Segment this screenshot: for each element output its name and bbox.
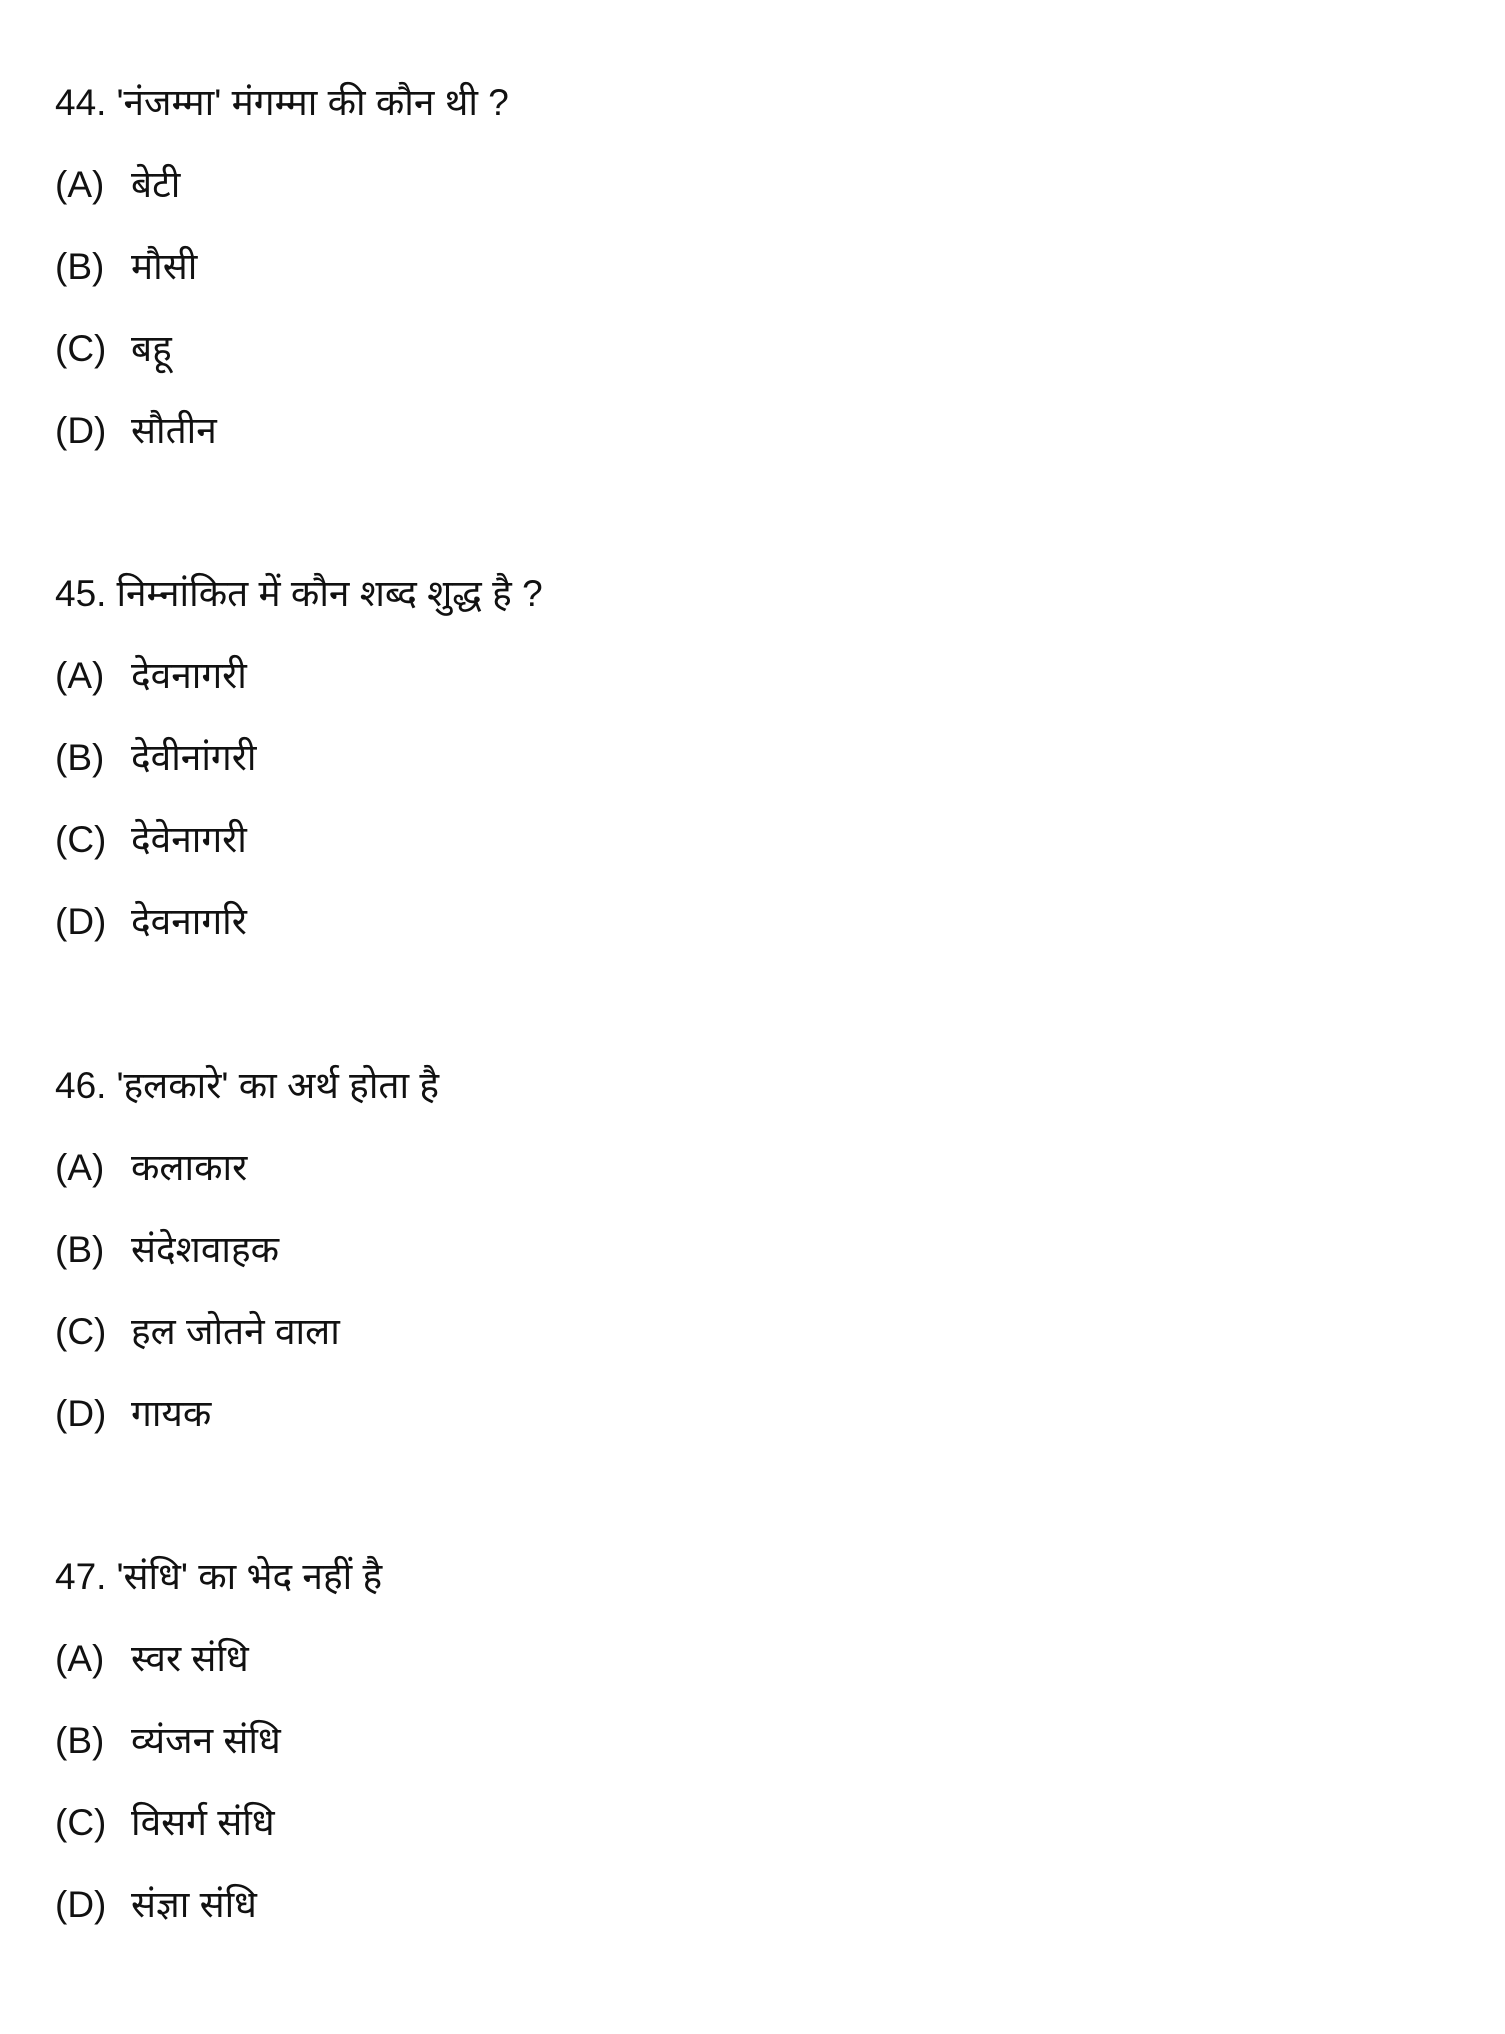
- option-label: (B): [55, 246, 105, 287]
- option-label: (B): [55, 1720, 105, 1761]
- option-text: सौतीन: [131, 410, 217, 451]
- question-text-line: [55, 553, 543, 635]
- option-text: देवीनांगरी: [131, 737, 257, 778]
- question-text: निम्नांकित में कौन शब्द शुद्ध है ?: [116, 573, 543, 614]
- option-b: [55, 1700, 382, 1782]
- question-44: [55, 62, 509, 472]
- option-label: (A): [55, 1147, 105, 1188]
- option-text: विसर्ग संधि: [131, 1802, 275, 1843]
- option-c: [55, 799, 543, 881]
- question-number: 44.: [55, 82, 107, 123]
- option-d: [55, 881, 543, 963]
- option-text: मौसी: [131, 246, 198, 287]
- option-text: देवनागरी: [131, 655, 247, 696]
- question-45: [55, 553, 543, 963]
- option-label: (C): [55, 328, 107, 369]
- option-text: देवेनागरी: [131, 819, 247, 860]
- option-a: [55, 144, 509, 226]
- option-text: व्यंजन संधि: [131, 1720, 281, 1761]
- question-text-line: [55, 62, 509, 144]
- question-text-line: [55, 1045, 439, 1127]
- question-number: 47.: [55, 1556, 107, 1597]
- option-c: [55, 1291, 439, 1373]
- option-text: बहू: [131, 328, 172, 369]
- question-46: [55, 1045, 439, 1455]
- option-label: (D): [55, 410, 107, 451]
- question-text-line: [55, 1536, 382, 1618]
- option-b: [55, 717, 543, 799]
- question-number: 46.: [55, 1065, 107, 1106]
- option-label: (A): [55, 164, 105, 205]
- option-d: [55, 390, 509, 472]
- option-label: (C): [55, 819, 107, 860]
- option-b: [55, 226, 509, 308]
- option-a: [55, 1618, 382, 1700]
- option-a: [55, 1127, 439, 1209]
- question-text: 'नंजम्मा' मंगम्मा की कौन थी ?: [116, 82, 509, 123]
- option-label: (D): [55, 1884, 107, 1925]
- option-d: [55, 1373, 439, 1455]
- option-text: गायक: [131, 1393, 212, 1434]
- option-d: [55, 1864, 382, 1946]
- option-c: [55, 1782, 382, 1864]
- option-text: देवनागरि: [131, 901, 247, 942]
- option-label: (B): [55, 1229, 105, 1270]
- option-text: बेटी: [131, 164, 181, 205]
- option-label: (C): [55, 1311, 107, 1352]
- option-c: [55, 308, 509, 390]
- question-number: 45.: [55, 573, 107, 614]
- option-b: [55, 1209, 439, 1291]
- option-text: स्वर संधि: [131, 1638, 249, 1679]
- option-label: (D): [55, 901, 107, 942]
- option-text: संज्ञा संधि: [131, 1884, 257, 1925]
- option-label: (A): [55, 1638, 105, 1679]
- option-label: (C): [55, 1802, 107, 1843]
- option-text: संदेशवाहक: [131, 1229, 280, 1270]
- question-47: [55, 1536, 382, 1946]
- option-text: हल जोतने वाला: [131, 1311, 340, 1352]
- question-text: 'हलकारे' का अर्थ होता है: [116, 1065, 440, 1106]
- option-text: कलाकार: [131, 1147, 248, 1188]
- option-label: (D): [55, 1393, 107, 1434]
- option-label: (A): [55, 655, 105, 696]
- question-text: 'संधि' का भेद नहीं है: [116, 1556, 383, 1597]
- option-a: [55, 635, 543, 717]
- option-label: (B): [55, 737, 105, 778]
